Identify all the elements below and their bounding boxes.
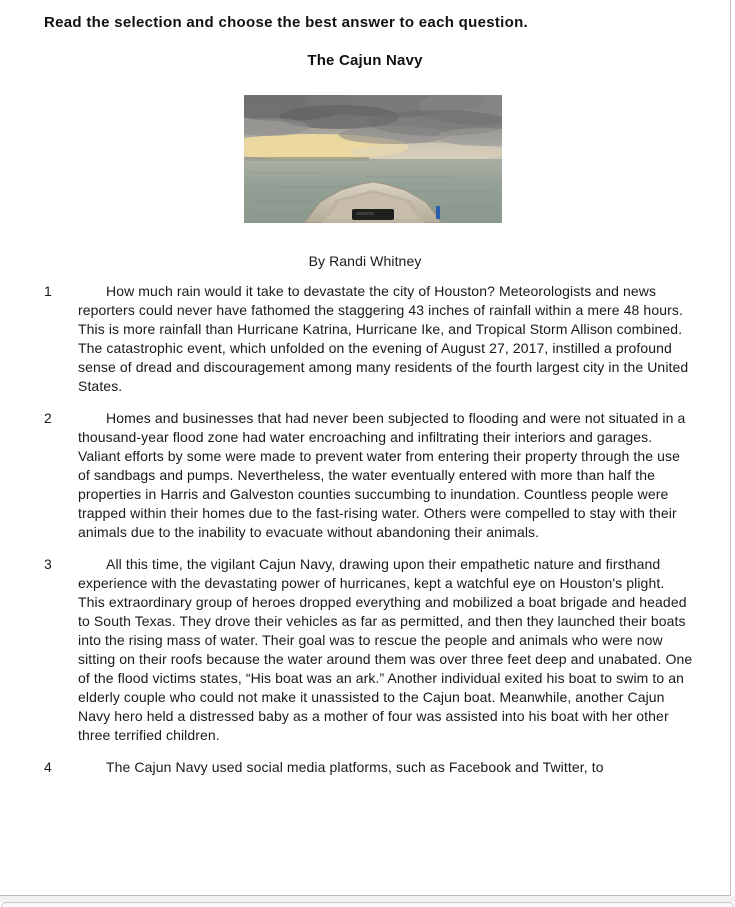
byline: By Randi Whitney bbox=[308, 253, 422, 269]
paragraph-text: Homes and businesses that had never been subjected to flooding and were not situated in a thousand-year flood zone had water encroaching and infiltrating their interiors and garages. Valiant efforts by some were made to prevent water from entering their property through the use of sandbags and pumps. Nevertheless, the water eventually entered with more than half the properties in Harris and Galveston counties succumbing to inundation. Countless people were trapped within their homes due to the fast-rising water. Others were compelled to stay with their animals due to the inability to evacuate without abandoning their animals. bbox=[78, 410, 686, 540]
paragraph-number: 2 bbox=[44, 410, 52, 426]
instruction-text: Read the selection and choose the best answer to each question. bbox=[44, 14, 529, 31]
boat-water-photo-illustration bbox=[244, 95, 502, 223]
paragraph-text: The Cajun Navy used social media platforms, such as Facebook and Twitter, to bbox=[106, 759, 604, 775]
passage-photo bbox=[244, 95, 502, 223]
paragraph-number: 3 bbox=[44, 556, 52, 572]
paragraph-number: 4 bbox=[44, 759, 52, 775]
paragraph-4 bbox=[44, 758, 730, 777]
paragraph-1 bbox=[44, 282, 730, 396]
passage-body bbox=[0, 282, 730, 777]
passage-title: The Cajun Navy bbox=[307, 52, 423, 69]
paragraph-number: 1 bbox=[44, 283, 52, 299]
paragraph-text: All this time, the vigilant Cajun Navy, drawing upon their empathetic nature and firsthand experience with the devastating power of hurricanes, kept a watchful eye on Houston's plight. This extraordinary group of heroes dropped everything and mobilized a boat brigade and headed to South Texas. They drove their vehicles as far as permitted, and then they launched their boats into the rising mass of water. Their goal was to rescue the people and animals who were now sitting on their roofs because the water around them was over three feet deep and unabated. One of the flood victims states, “His boat was an ark.” Another individual exited his boat to swim to an elderly couple who could not make it unassisted to the Cajun boat. Meanwhile, another Cajun Navy hero held a distressed baby as a mother of four was assisted into his boat with her other three terrified children. bbox=[78, 556, 693, 743]
paragraph-3 bbox=[44, 555, 730, 745]
next-pane-top-edge bbox=[1, 902, 734, 907]
paragraph-text: How much rain would it take to devastate the city of Houston? Meteorologists and news reporters could never have fathomed the staggering 43 inches of rainfall within a mere 48 hours. This is more rainfall than Hurricane Katrina, Hurricane Ike, and Tropical Storm Allison combined. The catastrophic event, which unfolded on the evening of August 27, 2017, instilled a profound sense of dread and discouragement among many residents of the fourth largest city in the United States. bbox=[78, 283, 689, 394]
paragraph-2 bbox=[44, 409, 730, 542]
